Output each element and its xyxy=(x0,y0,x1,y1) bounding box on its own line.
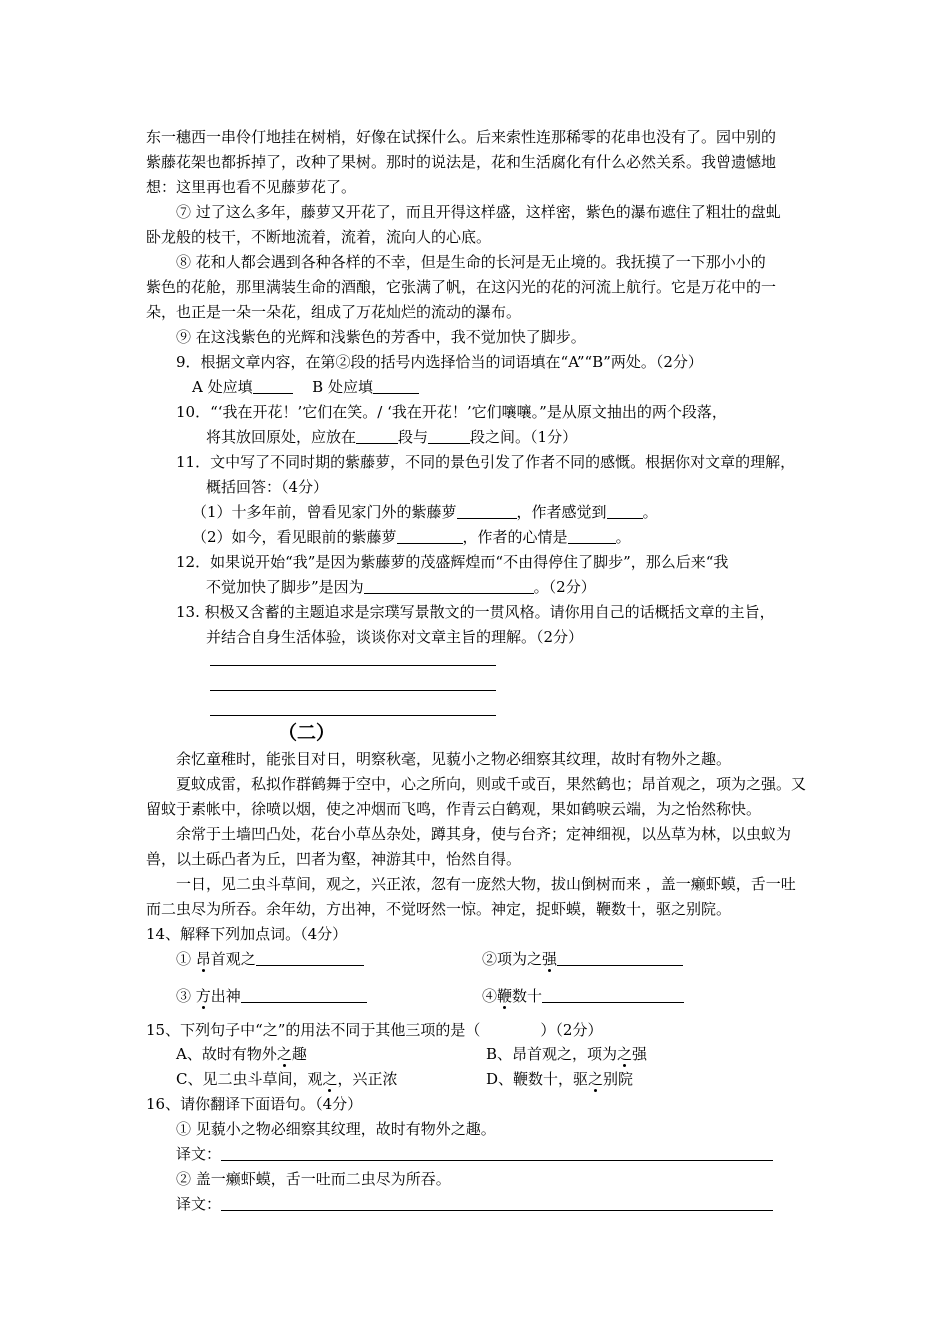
passage1-line: 东一穗西一串伶仃地挂在树梢，好像在试探什么。后来索性连那稀零的花串也没有了。园中别的 xyxy=(146,128,777,146)
q15-text: D、鞭数十，驱 xyxy=(486,1070,589,1088)
answer-line[interactable] xyxy=(210,690,496,691)
question-11-sub1 xyxy=(192,502,658,522)
q14-blank-1[interactable] xyxy=(256,949,364,966)
question-12-line2 xyxy=(206,577,596,597)
q14-text: ③ xyxy=(176,987,196,1005)
q14-text: ④ xyxy=(482,987,498,1005)
q14-text: 数十 xyxy=(512,987,543,1005)
passage2-line: 留蚊于素帐中，徐喷以烟，使之冲烟而飞鸣，作青云白鹤观，果如鹤唳云端，为之怡然称快。 xyxy=(146,800,762,818)
q10-text: 段与 xyxy=(398,428,429,446)
q15-option-c[interactable] xyxy=(176,1069,398,1089)
q14-item-2 xyxy=(482,949,683,969)
q9-b-label: B 处应填 xyxy=(312,378,373,396)
q11-blank-2[interactable] xyxy=(607,502,643,519)
passage2-line: 兽，以土砾凸者为丘，凹者为壑，神游其中，怡然自得。 xyxy=(146,850,522,868)
passage1-line: ⑨ 在这浅紫色的光辉和浅紫色的芳香中，我不觉加快了脚步。 xyxy=(176,328,586,346)
passage1-line: 朵，也正是一朵一朵花，组成了万花灿烂的流动的瀑布。 xyxy=(146,303,522,321)
passage1-line: 紫色的花舱，那里满装生命的酒酿，它张满了帆，在这闪光的花的河流上航行。它是万花中的一 xyxy=(146,278,777,296)
passage1-line: ⑧ 花和人都会遇到各种各样的不幸，但是生命的长河是无止境的。我抚摸了一下那小小的 xyxy=(176,253,766,271)
q14-dotted-word: 强 xyxy=(542,950,558,968)
passage1-line: 卧龙般的枝干，不断地流着，流着，流向人的心底。 xyxy=(146,228,492,246)
q11-blank-1[interactable] xyxy=(457,502,517,519)
q14-blank-3[interactable] xyxy=(241,986,367,1003)
answer-line[interactable] xyxy=(210,665,496,666)
question-16: 16、请你翻译下面语句。（4分） xyxy=(146,1095,363,1113)
q14-dotted-word: 昂 xyxy=(195,950,211,968)
question-11-line2: 概括回答：（4分） xyxy=(206,478,329,496)
q15-dotted-word: 之 xyxy=(322,1070,338,1088)
q11-text: （1）十多年前，曾看见家门外的紫藤萝 xyxy=(192,503,457,521)
q14-text: ②项为之 xyxy=(482,950,543,968)
passage2-line: 余常于土墙凹凸处，花台小草丛杂处，蹲其身，使与台齐；定神细视，以丛草为林，以虫蚁为 xyxy=(176,825,792,843)
q15-dotted-word: 之 xyxy=(588,1070,604,1088)
q15-text: ，兴正浓 xyxy=(337,1070,398,1088)
q15-dotted-word: 之 xyxy=(617,1045,633,1063)
question-13: 13. 积极又含蓄的主题追求是宗璞写景散文的一贯风格。请你用自己的话概括文章的主旨， xyxy=(176,603,775,621)
q11-text: ，作者感觉到 xyxy=(516,503,607,521)
q16-translation-blank-1[interactable] xyxy=(221,1144,773,1161)
q16-translation-2 xyxy=(176,1194,773,1214)
q15-text: 趣 xyxy=(291,1045,307,1063)
q10-blank-2[interactable] xyxy=(428,427,470,444)
q11-text: 。 xyxy=(615,528,631,546)
q11-blank-4[interactable] xyxy=(568,527,616,544)
q10-blank-1[interactable] xyxy=(356,427,398,444)
q12-text: 不觉加快了脚步”是因为 xyxy=(206,578,364,596)
q12-text: 。（2分） xyxy=(533,578,596,596)
passage2-line: 余忆童稚时，能张目对日，明察秋毫，见藐小之物必细察其纹理，故时有物外之趣。 xyxy=(176,750,732,768)
passage1-line: ⑦ 过了这么多年，藤萝又开花了，而且开得这样盛，这样密，紫色的瀑布遮住了粗壮的盘虬 xyxy=(176,203,781,221)
q10-text: 将其放回原处，应放在 xyxy=(206,428,357,446)
q14-item-1 xyxy=(176,949,364,969)
q9-a-label: A 处应填 xyxy=(192,378,253,396)
q16-translation-1 xyxy=(176,1144,773,1164)
q10-text: 段之间。（1分） xyxy=(470,428,578,446)
question-14: 14、解释下列加点词。（4分） xyxy=(146,925,348,943)
q11-text: ，作者的心情是 xyxy=(462,528,568,546)
q12-blank[interactable] xyxy=(364,577,534,594)
translation-label: 译文： xyxy=(176,1195,222,1213)
q11-text: 。 xyxy=(642,503,658,521)
q15-text: 强 xyxy=(632,1045,648,1063)
q15-text: 别院 xyxy=(603,1070,634,1088)
q14-item-3 xyxy=(176,986,367,1006)
q16-sentence-1: ① 见藐小之物必细察其纹理，故时有物外之趣。 xyxy=(176,1120,496,1138)
q14-item-4 xyxy=(482,986,684,1006)
q14-blank-4[interactable] xyxy=(542,986,684,1003)
q16-sentence-2: ② 盖一癞虾蟆，舌一吐而二虫尽为所吞。 xyxy=(176,1170,451,1188)
q11-blank-3[interactable] xyxy=(397,527,463,544)
passage2-line: 夏蚊成雷，私拟作群鹤舞于空中，心之所向，则或千或百，果然鹤也；昂首观之，项为之强。又 xyxy=(176,775,807,793)
question-10: 10．“‘我在开花！’它们在笑。/ ‘我在开花！’它们嚷嚷。”是从原文抽出的两个段落， xyxy=(176,403,727,421)
q11-text: （2）如今，看见眼前的紫藤萝 xyxy=(192,528,397,546)
q14-text: 首观之 xyxy=(210,950,256,968)
q14-text: ① xyxy=(176,950,196,968)
q14-dotted-word: 方 xyxy=(195,987,211,1005)
passage1-line: 紫藤花架也都拆掉了，改种了果树。那时的说法是，花和生活腐化有什么必然关系。我曾遗憾地 xyxy=(146,153,777,171)
question-11-sub2 xyxy=(192,527,631,547)
question-9: 9．根据文章内容，在第②段的括号内选择恰当的词语填在“A”“B”两处。（2分） xyxy=(176,353,703,371)
section-title: （二） xyxy=(278,722,336,744)
q9-b-blank[interactable] xyxy=(373,377,419,394)
q15-option-b[interactable] xyxy=(486,1044,647,1064)
q16-translation-blank-2[interactable] xyxy=(221,1194,773,1211)
passage2-line: 而二虫尽为所吞。余年幼，方出神，不觉呀然一惊。神定，捉虾蟆，鞭数十，驱之别院。 xyxy=(146,900,732,918)
q9-a-blank[interactable] xyxy=(253,377,293,394)
q14-text: 出神 xyxy=(210,987,241,1005)
question-12: 12．如果说开始“我”是因为紫藤萝的茂盛辉煌而“不由得停住了脚步”，那么后来“我 xyxy=(176,553,729,571)
question-9-answers xyxy=(192,377,419,397)
q15-option-a[interactable] xyxy=(176,1044,307,1064)
question-13-line2: 并结合自身生活体验，谈谈你对文章主旨的理解。（2分） xyxy=(206,628,584,646)
q15-option-d[interactable] xyxy=(486,1069,633,1089)
q14-dotted-word: 鞭 xyxy=(497,987,513,1005)
q15-dotted-word: 之 xyxy=(276,1045,292,1063)
question-10-line2 xyxy=(206,427,577,447)
q15-text: C、见二虫斗草间，观 xyxy=(176,1070,323,1088)
answer-line[interactable] xyxy=(210,715,496,716)
passage2-line: 一日，见二虫斗草间，观之，兴正浓，忽有一庞然大物，拔山倒树而来 ，盖一癞虾蟆，舌一吐 xyxy=(176,875,796,893)
q14-blank-2[interactable] xyxy=(557,949,683,966)
question-15: 15、下列句子中“之”的用法不同于其他三项的是（ ）（2分） xyxy=(146,1021,603,1039)
passage1-line: 想：这里再也看不见藤萝花了。 xyxy=(146,178,357,196)
q15-text: A、故时有物外 xyxy=(176,1045,277,1063)
question-11: 11．文中写了不同时期的紫藤萝，不同的景色引发了作者不同的感慨。根据你对文章的理解， xyxy=(176,453,796,471)
translation-label: 译文： xyxy=(176,1145,222,1163)
q15-text: B、昂首观之，项为 xyxy=(486,1045,618,1063)
